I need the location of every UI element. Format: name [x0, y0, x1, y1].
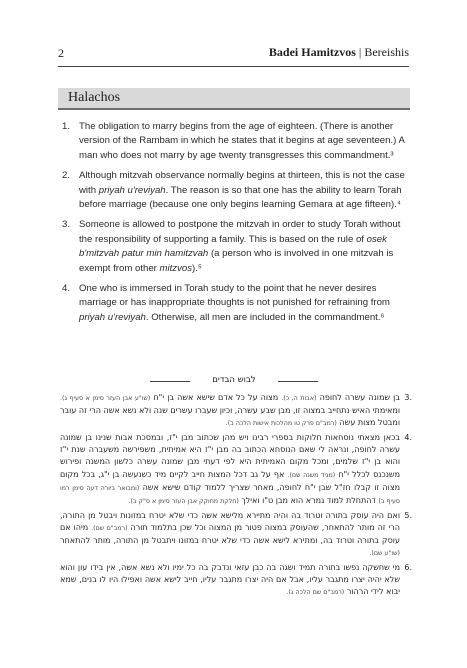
note-citation: (שו"ע שם).: [369, 550, 400, 558]
halacha-text-part: ).⁵: [192, 262, 202, 274]
note-body: בן שמונה עשרה לחופה: [319, 393, 400, 402]
halacha-text: The obligation to marry begins from the age of eighteen. (There is another version of the Rambam in which he states that it begins at age seventeen.) A man who does not marry by age twenty transgresses this commandment.³: [79, 121, 405, 161]
halachos-list: [62, 120, 410, 331]
sources-divider: [150, 375, 318, 387]
halacha-item: [62, 282, 410, 325]
halacha-item: [62, 169, 410, 212]
note-text: [60, 432, 400, 508]
section-title: Halachos: [68, 90, 121, 105]
divider-line-left: [150, 381, 190, 382]
header-rule: [58, 66, 409, 67]
page-number: 2: [58, 46, 64, 60]
note-body: דהתחלת למוד גמרא הוא מבן ט"ו ואילך: [241, 495, 376, 505]
hebrew-sources: [60, 392, 412, 602]
note-text: [60, 562, 400, 599]
halacha-text-part: Although mitzvah observance normally begins at thirteen, this is not the case with: [79, 170, 405, 196]
hebrew-note: [60, 562, 412, 599]
note-text: [60, 510, 400, 560]
halacha-italic-term: priyah u'reviyah: [98, 184, 166, 196]
note-number: .3: [404, 393, 412, 402]
header-separator: |: [358, 45, 362, 59]
halacha-item: [62, 120, 410, 163]
halacha-text-part: . Otherwise, all men are included in the commandment.⁶: [145, 311, 385, 323]
divider-label: לבוש הבדים: [212, 375, 256, 385]
note-number: .5: [404, 510, 412, 520]
section-header: [58, 88, 410, 110]
halacha-italic-term: osek b'mitzvah patur min hamitzvah: [79, 233, 387, 260]
book-title: Badei Hamitzvos: [268, 45, 356, 59]
halacha-item: [62, 218, 410, 276]
halacha-text-part: (a person who is involved in one mitzvah is exempt from other: [79, 248, 394, 274]
note-body: מצוה על כל אדם שישא אשה בן י"ח: [153, 393, 279, 402]
note-body: בכאן מצאתי נוסחאות חלוקות בספרי רבינו ויש מהן שכתוב מבן י"ז, ובמסכת אבות שנינו בן שמונה עשרה לחופה, ונראה לי שאם הנוסחא הכתוב בה מבן י"ז היא אמיתית, משפירשה משעברה שנת י"ז והוא בן י"ז שלמים, ומכל מקום האמיתית היא לפי דעתי מבן שמונה עשרה כלשון המשנה ופירוש משנכנס לכלל י"ח: [60, 433, 401, 479]
hebrew-note: [60, 392, 412, 430]
halacha-italic-term: priyah u'reviyah: [79, 311, 146, 323]
note-citation: (רמב"ם שם הלכה ג).: [286, 589, 345, 597]
note-citation: (חלקת מחוקק אבן העזר סימן א ס"ק ב).: [128, 497, 239, 505]
halacha-number: 3.: [62, 219, 71, 231]
divider-line-right: [278, 381, 318, 382]
note-citation: (מגיד משנה שם).: [287, 471, 336, 479]
note-text: [60, 392, 400, 430]
halacha-number: 4.: [62, 283, 71, 295]
halacha-text: [79, 282, 410, 325]
running-header: [269, 45, 409, 60]
note-body: מיהו אם עוסק בתורה וטרוד בה, ומתירא לישא אשה כדי שלא יטרח במזונו ויתבטל מן התורה, מותר להתאחר: [60, 522, 400, 546]
note-body: ואם היה עוסק בתורה וטרוד בה והיה מתיירא מלישא אשה כדי שלא יטרח במזונות ויבטל מן התורה, הרי זה מותר להתאחר, שהעוסק במצוה פטור מן המצוה וכל שכן בתלמוד תורה: [60, 510, 401, 532]
note-citation: (שו"ע אבן העזר סימן א סעיף ג).: [60, 395, 151, 402]
note-body: אף על גב דכל המצות חייב לקיים מיד כשנעשה בן י"ג, בכל מקום מצוה זו קבלו חז"ל שבן י"ח לחופה, מאחר שצריך ללמוד קודם שישא אשה: [60, 469, 400, 492]
halacha-text: [79, 218, 410, 276]
note-number: .6: [404, 563, 412, 573]
note-citation: (רמב"ם שם).: [91, 524, 128, 532]
halacha-text: [79, 169, 410, 212]
note-citation: (אבות ה, כ).: [281, 395, 317, 402]
hebrew-note: [60, 432, 412, 508]
note-body: מי שחשקה נפשו בתורה תמיד ושגה בה כבן עזאי ונדבק בה כל ימיו ולא נשא אשה, אין בידו עון והוא שלא יהיה יצרו מתגבר עליו, אבל אם היה יצרו מתגבר עליו, חייב לישא אשה ואפילו היו לו בנים, שמא יבוא לידי הרהור: [60, 563, 400, 597]
note-citation: (ומבואר ביורה דעה סימן רמו סעיף ב): [60, 484, 400, 505]
halacha-text-part: Someone is allowed to postpone the mitzvah in order to study Torah without the responsibility of supporting a family. This is based on the rule of: [79, 219, 401, 245]
halacha-text-part: One who is immersed in Torah study to the point that he never desires marriage or has inappropriate thoughts is not punished for refraining from: [79, 283, 390, 309]
hebrew-note: [60, 510, 412, 560]
note-citation: (רמב"ם פרק טו מהלכות אישות הלכה ב).: [225, 420, 337, 428]
halacha-number: 2.: [62, 170, 71, 182]
halacha-text-part: . The reason is so that one has the ability to learn Torah before marriage (because one only begins learning Gemara at age fifteen).⁴: [79, 184, 402, 211]
parsha-name: Bereishis: [364, 45, 409, 59]
halacha-number: 1.: [62, 121, 71, 132]
halacha-italic-term: mitzvos: [159, 262, 193, 274]
note-number: .4: [404, 433, 412, 443]
note-body: ומאימתי האיש נתחייב במצוה זו, מבן שבע עשרה, וכיון שעברו עשרים שנה ולא נשא אשה הרי זה עובר ומבטל מצות עשה: [60, 406, 400, 428]
